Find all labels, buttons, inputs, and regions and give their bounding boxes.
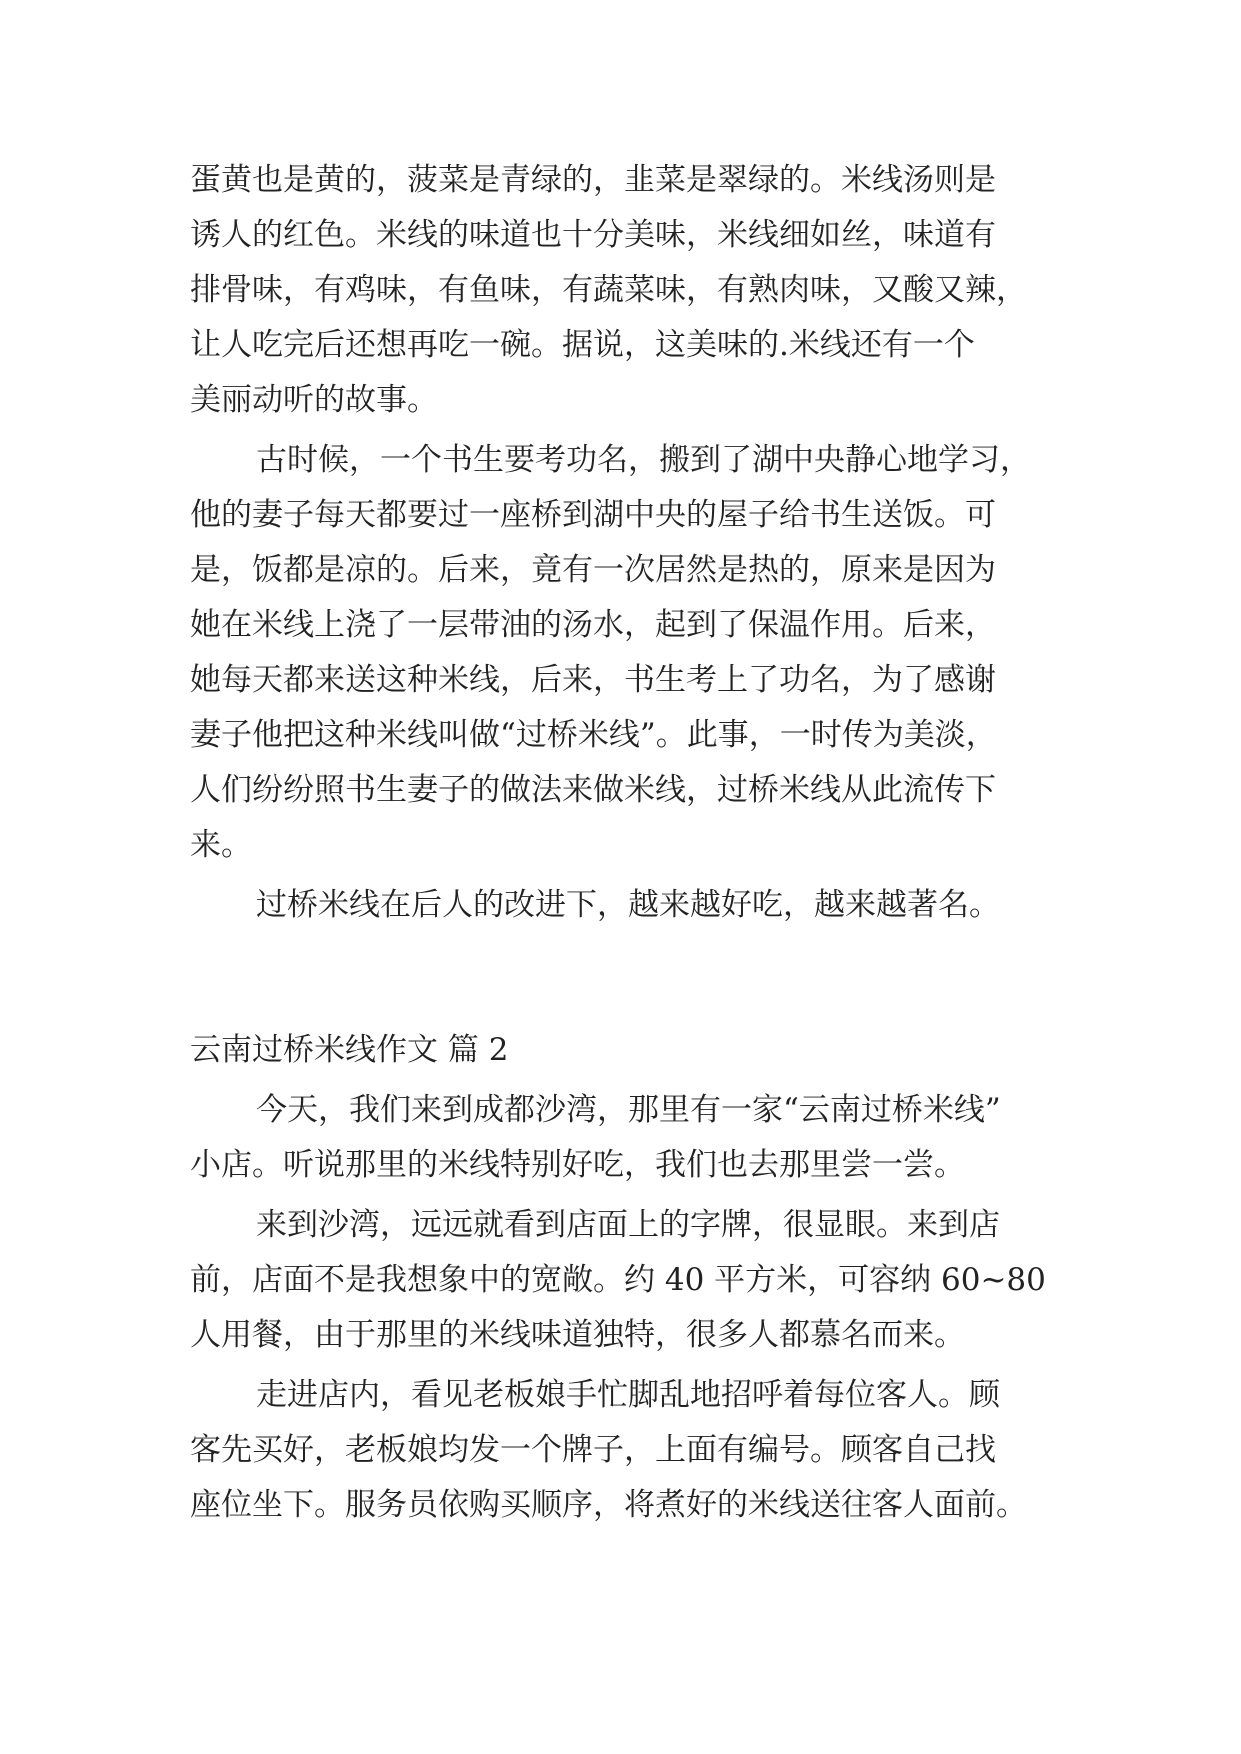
paragraph-line: 客先买好，老板娘均发一个牌子，上面有编号。顾客自己找	[190, 1432, 996, 1468]
paragraph-line: 诱人的红色。米线的味道也十分美味，米线细如丝，味道有	[190, 217, 996, 253]
paragraph-line: 来到沙湾，远远就看到店面上的字牌，很显眼。来到店	[256, 1207, 1000, 1243]
paragraph-line: 小店。听说那里的米线特别好吃，我们也去那里尝一尝。	[190, 1147, 965, 1183]
paragraph-line: 今天，我们来到成都沙湾，那里有一家“云南过桥米线”	[256, 1092, 1001, 1128]
paragraph-line: 他的妻子每天都要过一座桥到湖中央的屋子给书生送饭。可	[190, 497, 996, 533]
paragraph-line: 美丽动听的故事。	[190, 382, 438, 418]
paragraph-line: 人用餐，由于那里的米线味道独特，很多人都慕名而来。	[190, 1317, 965, 1353]
paragraph-line: 让人吃完后还想再吃一碗。据说，这美味的.米线还有一个	[190, 327, 975, 363]
paragraph-line: 过桥米线在后人的改进下，越来越好吃，越来越著名。	[256, 887, 1000, 923]
paragraph-line: 座位坐下。服务员依购买顺序，将煮好的米线送往客人面前。	[190, 1487, 1027, 1523]
paragraph-line: 来。	[190, 827, 252, 863]
paragraph-line: 排骨味，有鸡味，有鱼味，有蔬菜味，有熟肉味，又酸又辣，	[190, 272, 1027, 308]
paragraph-line: 走进店内，看见老板娘手忙脚乱地招呼着每位客人。顾	[256, 1377, 1000, 1413]
paragraph-line: 前，店面不是我想象中的宽敞。约 40 平方米，可容纳 60~80	[190, 1262, 1046, 1298]
paragraph-line: 人们纷纷照书生妻子的做法来做米线，过桥米线从此流传下	[190, 772, 996, 808]
paragraph-line: 是，饭都是凉的。后来，竟有一次居然是热的，原来是因为	[190, 552, 996, 588]
paragraph-line: 古时候，一个书生要考功名，搬到了湖中央静心地学习，	[256, 442, 1031, 478]
paragraph-line: 她在米线上浇了一层带油的汤水，起到了保温作用。后来，	[190, 607, 996, 643]
paragraph-line: 妻子他把这种米线叫做“过桥米线”。此事，一时传为美淡，	[190, 717, 997, 753]
section-heading: 云南过桥米线作文 篇 2	[190, 1032, 509, 1068]
paragraph-line: 她每天都来送这种米线，后来，书生考上了功名，为了感谢	[190, 662, 996, 698]
paragraph-line: 蛋黄也是黄的，菠菜是青绿的，韭菜是翠绿的。米线汤则是	[190, 162, 996, 198]
